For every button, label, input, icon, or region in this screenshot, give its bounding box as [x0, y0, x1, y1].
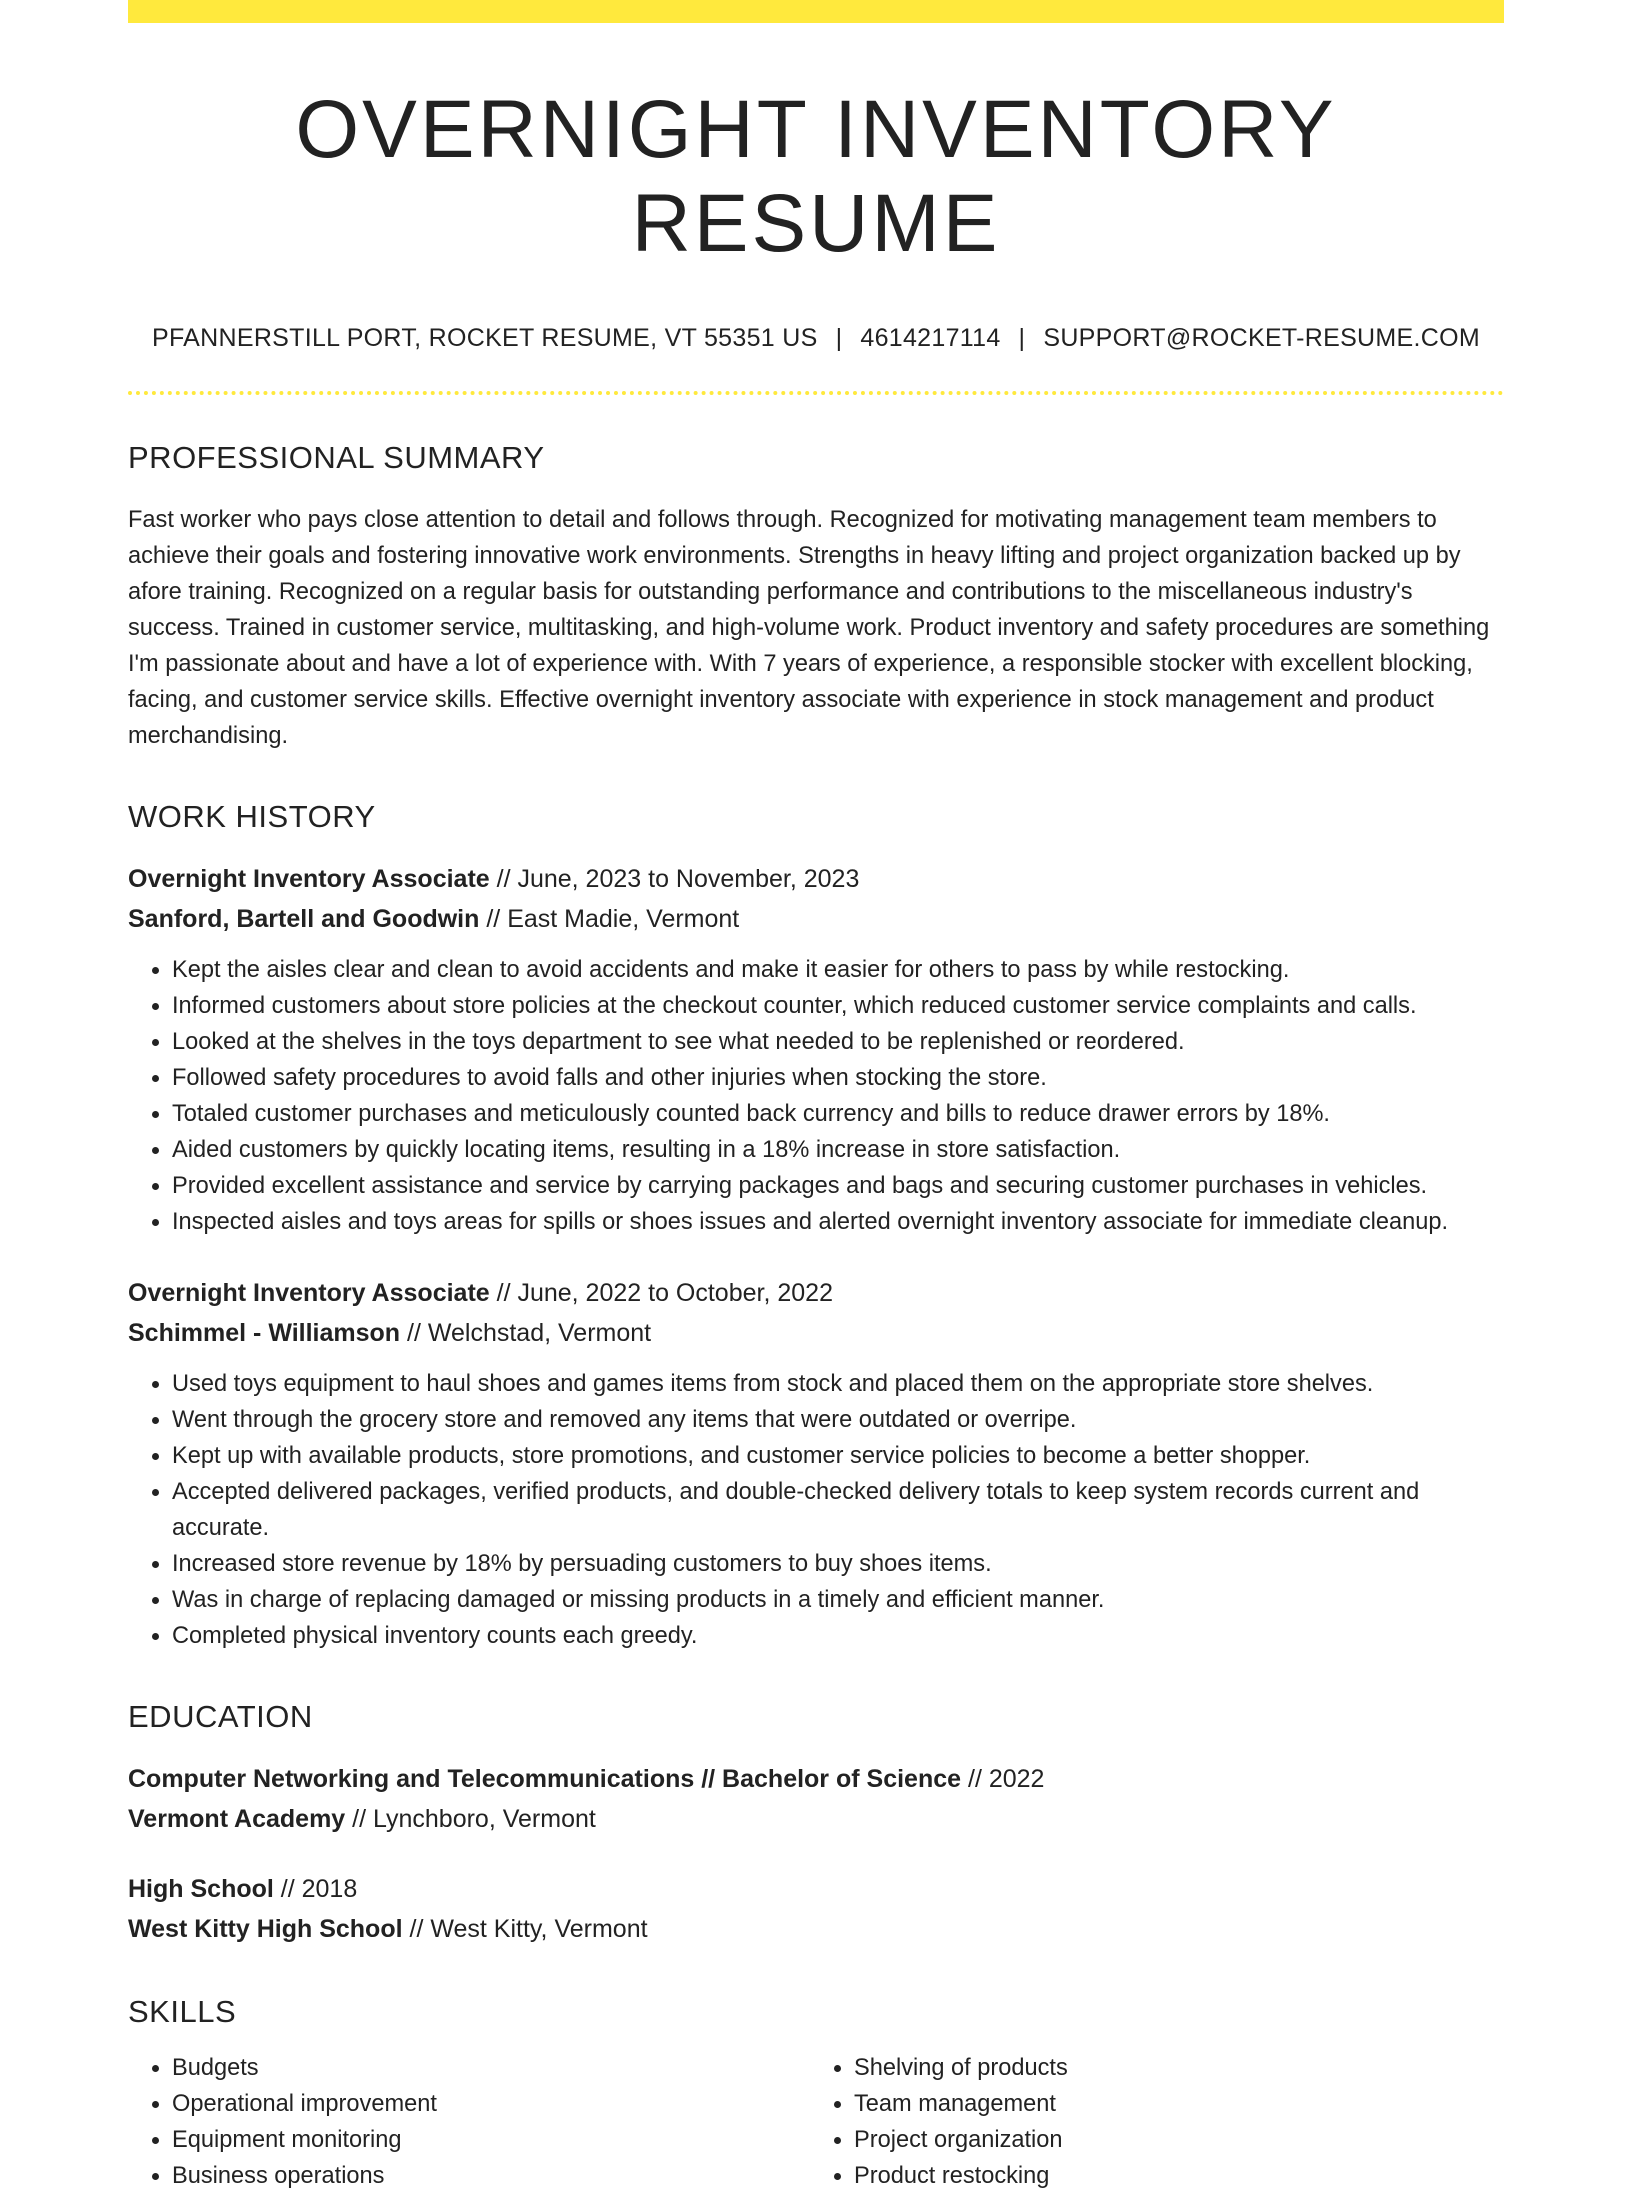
contact-address: PFANNERSTILL PORT, ROCKET RESUME, VT 55351 US — [152, 323, 818, 352]
education-school-line — [128, 1799, 1504, 1839]
skill-item: • Operational improvement — [172, 2086, 808, 2122]
job-title-line — [128, 859, 1504, 899]
job-dates: // June, 2022 to October, 2022 — [489, 1278, 833, 1307]
job-entry — [128, 859, 1504, 1240]
job-location: // East Madie, Vermont — [479, 904, 740, 933]
contact-separator: | — [835, 323, 843, 352]
skills-columns — [128, 2050, 1504, 2194]
job-entry — [128, 1273, 1504, 1654]
work-history-heading: WORK HISTORY — [128, 798, 376, 834]
education-degree-line — [128, 1759, 1504, 1799]
skill-item: • Budgets — [172, 2050, 808, 2086]
job-bullet: • Used toys equipment to haul shoes and games items from stock and placed them on the appropriate store shelves. — [172, 1366, 1504, 1402]
job-bullet: • Was in charge of replacing damaged or missing products in a timely and efficient manner. — [172, 1582, 1504, 1618]
job-bullet: • Increased store revenue by 18% by persuading customers to buy shoes items. — [172, 1546, 1504, 1582]
skill-item: • Equipment monitoring — [172, 2122, 808, 2158]
job-bullet: • Informed customers about store policies at the checkout counter, which reduced customer service complaints and calls. — [172, 988, 1504, 1024]
education-year: // 2022 — [961, 1765, 1045, 1794]
education-location: // Lynchboro, Vermont — [345, 1805, 596, 1834]
job-bullets — [128, 952, 1504, 1240]
contact-separator: | — [1018, 323, 1026, 352]
job-role: Overnight Inventory Associate — [128, 1278, 490, 1307]
skill-item: • Business operations — [172, 2158, 808, 2194]
education-year: // 2018 — [273, 1875, 358, 1904]
summary-text: Fast worker who pays close attention to detail and follows through. Recognized for motivating management team members to achieve their goals and fostering innovative work environments. Strengths in heavy lifting and project organization backed up by afore training. Recognized on a regular basis for outstanding performance and contributions to the miscellaneous industry's success. Trained in customer service, multitasking, and high-volume work. Product inventory and safety procedures are something I'm passionate about and have a lot of experience with. With 7 years of experience, a responsible stocker with excellent blocking, facing, and customer service skills. Effective overnight inventory associate with experience in stock management and product merchandising. — [128, 506, 1490, 749]
job-bullet: • Kept the aisles clear and clean to avoid accidents and make it easier for others to pass by while restocking. — [172, 952, 1504, 988]
job-location: // Welchstad, Vermont — [400, 1318, 652, 1347]
summary-heading: PROFESSIONAL SUMMARY — [128, 439, 545, 475]
education-degree-line — [128, 1869, 1504, 1909]
job-bullet: • Provided excellent assistance and service by carrying packages and bags and securing customer purchases in vehicles. — [172, 1168, 1504, 1204]
job-bullet: • Looked at the shelves in the toys department to see what needed to be replenished or reordered. — [172, 1024, 1504, 1060]
job-company: Sanford, Bartell and Goodwin — [128, 904, 480, 933]
job-role: Overnight Inventory Associate — [128, 864, 490, 893]
job-bullet: • Went through the grocery store and removed any items that were outdated or overripe. — [172, 1402, 1504, 1438]
contact-line — [128, 324, 1504, 353]
job-bullets — [128, 1366, 1504, 1654]
skill-item: • Shelving of products — [854, 2050, 1490, 2086]
education-school-line — [128, 1909, 1504, 1949]
education-degree: High School — [128, 1875, 274, 1904]
job-bullet: • Totaled customer purchases and meticulously counted back currency and bills to reduce drawer errors by 18%. — [172, 1096, 1504, 1132]
resume-title: OVERNIGHT INVENTORY RESUME — [295, 84, 1337, 270]
job-bullet: • Inspected aisles and toys areas for spills or shoes issues and alerted overnight inventory associate for immediate cleanup. — [172, 1204, 1504, 1240]
skill-item: • Project organization — [854, 2122, 1490, 2158]
job-company-line — [128, 1313, 1504, 1353]
education-entry — [128, 1759, 1504, 1839]
job-bullet: • Completed physical inventory counts each greedy. — [172, 1618, 1504, 1654]
job-company: Schimmel - Williamson — [128, 1318, 401, 1347]
job-company-line — [128, 899, 1504, 939]
education-degree: Computer Networking and Telecommunications // Bachelor of Science — [128, 1765, 962, 1794]
job-bullet: • Accepted delivered packages, verified products, and double-checked delivery totals to keep system records current and accurate. — [172, 1474, 1504, 1546]
resume-page — [128, 0, 1504, 2194]
job-dates: // June, 2023 to November, 2023 — [489, 864, 860, 893]
education-heading: EDUCATION — [128, 1698, 313, 1734]
education-school: Vermont Academy — [128, 1805, 346, 1834]
contact-phone: 4614217114 — [860, 323, 1001, 352]
job-title-line — [128, 1273, 1504, 1313]
skill-item: • Product restocking — [854, 2158, 1490, 2194]
skills-heading: SKILLS — [128, 1994, 237, 2030]
skill-item: • Team management — [854, 2086, 1490, 2122]
dotted-divider — [128, 391, 1504, 395]
skills-list-right — [808, 2050, 1490, 2194]
skills-list-left — [128, 2050, 808, 2194]
accent-top-bar — [128, 0, 1504, 23]
education-school: West Kitty High School — [128, 1915, 403, 1944]
job-bullet: • Followed safety procedures to avoid falls and other injuries when stocking the store. — [172, 1060, 1504, 1096]
contact-email: SUPPORT@ROCKET-RESUME.COM — [1043, 323, 1480, 352]
job-bullet: • Kept up with available products, store promotions, and customer service policies to become a better shopper. — [172, 1438, 1504, 1474]
education-location: // West Kitty, Vermont — [402, 1915, 648, 1944]
job-bullet: • Aided customers by quickly locating items, resulting in a 18% increase in store satisfaction. — [172, 1132, 1504, 1168]
education-entry — [128, 1869, 1504, 1949]
